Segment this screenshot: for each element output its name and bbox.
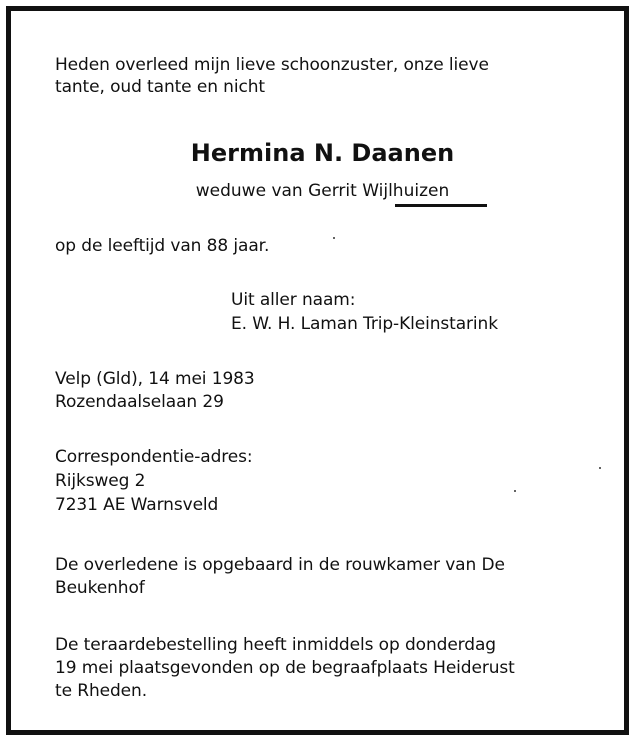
signature-name: E. W. H. Laman Trip-Kleinstarink — [231, 314, 498, 334]
print-speck — [333, 237, 335, 239]
laid-out-line-2: Beukenhof — [55, 578, 145, 598]
home-address: Rozendaalselaan 29 — [55, 392, 224, 412]
name-underline — [395, 204, 487, 207]
intro-line-2: tante, oud tante en nicht — [55, 77, 265, 97]
age-line: op de leeftijd van 88 jaar. — [55, 236, 270, 256]
print-speck — [599, 467, 601, 469]
laid-out-line-1: De overledene is opgebaard in de rouwkamer van De — [55, 555, 505, 575]
burial-line-1: De teraardebestelling heeft inmiddels op donderdag — [55, 635, 496, 655]
correspondence-street: Rijksweg 2 — [55, 471, 146, 491]
notice-frame — [6, 6, 629, 735]
place-date: Velp (Gld), 14 mei 1983 — [55, 369, 255, 389]
burial-line-2: 19 mei plaatsgevonden op de begraafplaats Heiderust — [55, 658, 515, 678]
widow-of-line: weduwe van Gerrit Wijlhuizen — [195, 181, 450, 201]
correspondence-city: 7231 AE Warnsveld — [55, 495, 219, 515]
deceased-name: Hermina N. Daanen — [190, 139, 455, 167]
signature-label: Uit aller naam: — [231, 290, 356, 310]
correspondence-label: Correspondentie-adres: — [55, 447, 253, 467]
burial-line-3: te Rheden. — [55, 681, 148, 701]
print-speck — [514, 490, 516, 492]
intro-line-1: Heden overleed mijn lieve schoonzuster, onze lieve — [55, 55, 489, 75]
